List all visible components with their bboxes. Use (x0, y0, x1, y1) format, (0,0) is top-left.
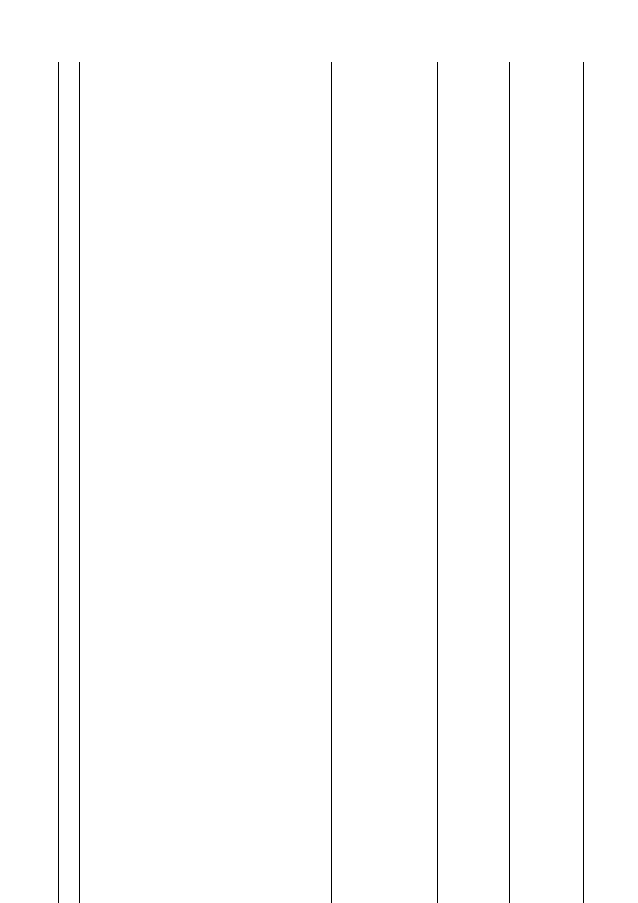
table-border-left-outer (58, 62, 59, 903)
table-border-left-inner (79, 62, 80, 903)
table-border-mid (331, 62, 332, 903)
note-section (80, 786, 332, 787)
table-border-col4 (509, 62, 510, 903)
table-border-col3 (437, 62, 438, 903)
service-list-column (80, 61, 332, 74)
table-border-right (583, 62, 584, 903)
